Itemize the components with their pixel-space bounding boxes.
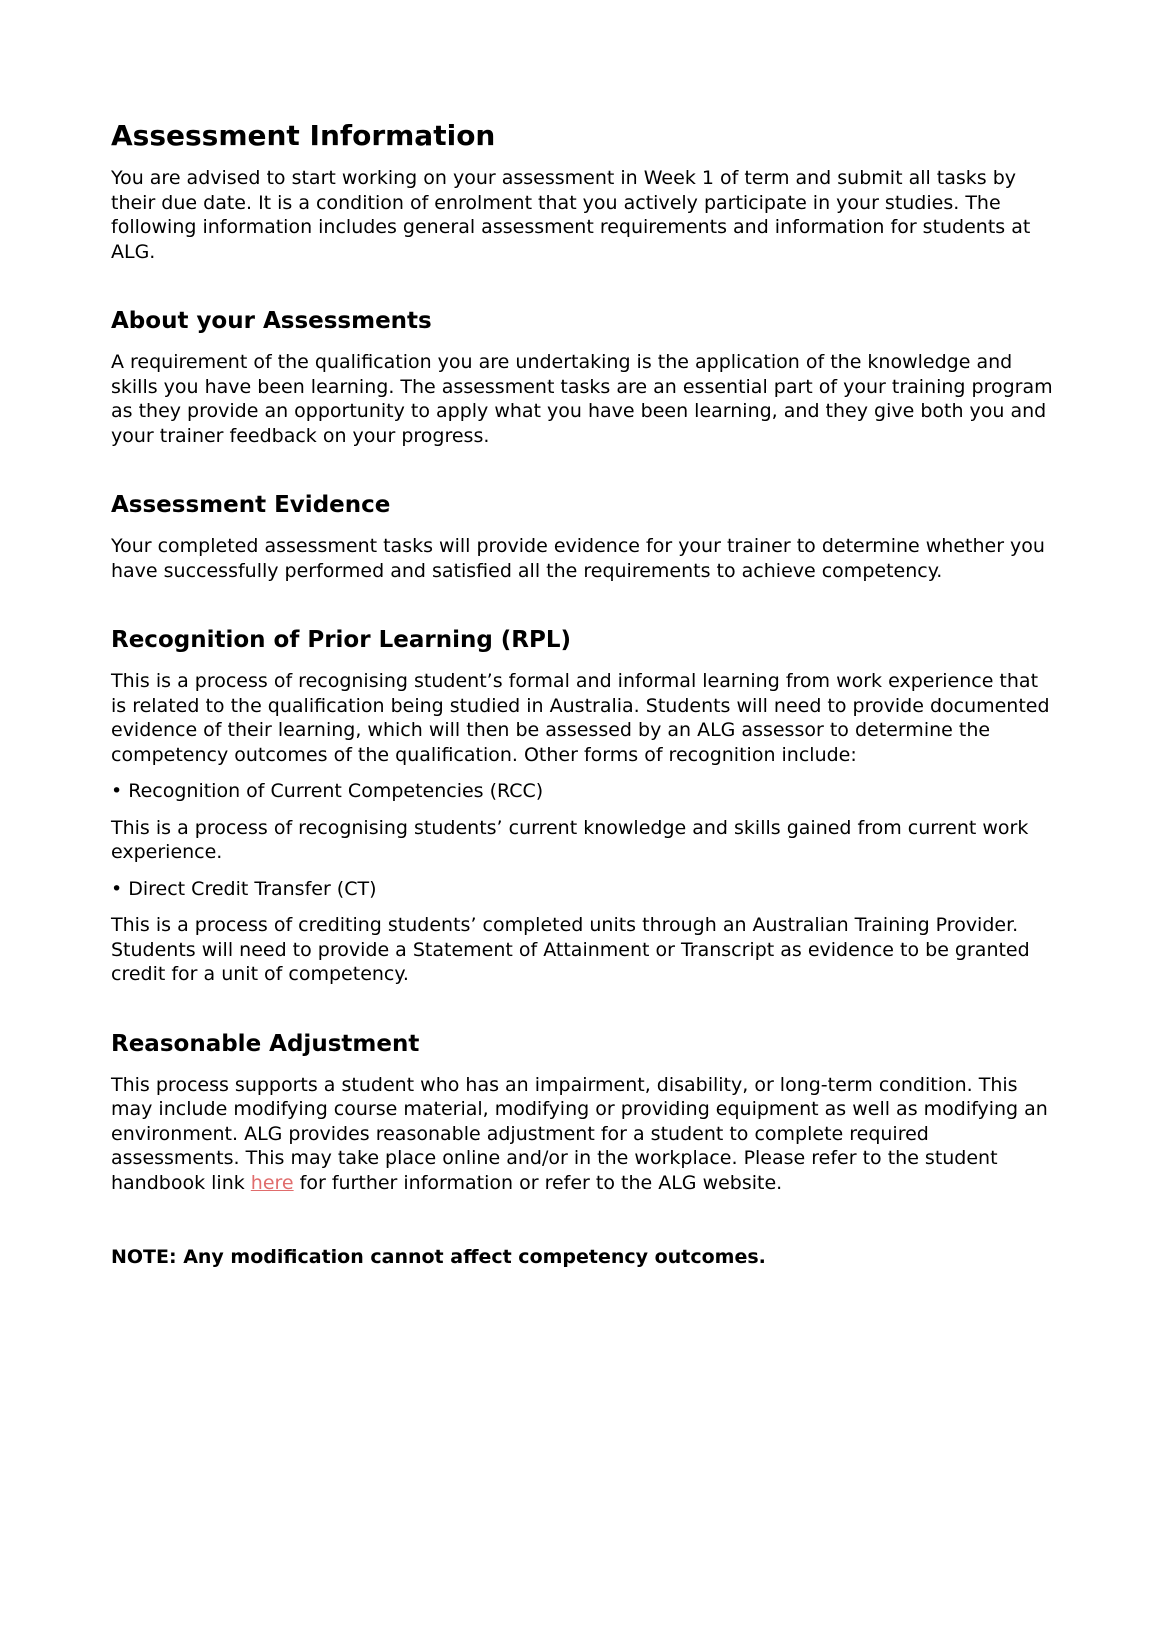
ct-bullet-item: • Direct Credit Transfer (CT) xyxy=(111,877,377,900)
section-assessment-evidence xyxy=(111,490,1058,583)
assessment-evidence-paragraph: Your completed assessment tasks will provide evidence for your trainer to determine whether you have successfully performed and satisfied all the requirements to achieve competency. xyxy=(111,535,1045,582)
assessment-evidence-heading: Assessment Evidence xyxy=(111,492,391,518)
rcc-bullet-item: • Recognition of Current Competencies (RCC) xyxy=(111,780,544,802)
rpl-heading: Recognition of Prior Learning (RPL) xyxy=(111,627,572,653)
adjustment-text-before-link: This process supports a student who has an impairment, disability, or long-term condition. This may include modifying course material, modifying or providing equipment as well as modifying an environment. ALG provides reasonable adjustment for a student to complete required assessments. This may take place online and/or in the workplace. Please refer to the student handbook link xyxy=(111,1073,1048,1194)
section-rpl xyxy=(111,625,1058,987)
note-text: NOTE: Any modification cannot affect competency outcomes. xyxy=(111,1246,766,1268)
assessment-information-paragraph: You are advised to start working on your assessment in Week 1 of term and submit all tasks by their due date. It is a condition of enrolment that you actively participate in your studies. The following information includes general assessment requirements and information for students at ALG. xyxy=(111,167,1031,263)
about-assessments-heading: About your Assessments xyxy=(111,308,432,334)
rpl-paragraph: This is a process of recognising student’s formal and informal learning from work experience that is related to the qualification being studied in Australia. Students will need to provide documented evidence of their learning, which will then be assessed by an ALG assessor to determine the competency outcomes of the qualification. Other forms of recognition include: xyxy=(111,670,1050,766)
student-handbook-link[interactable]: here xyxy=(250,1171,294,1194)
adjustment-text-after-link: for further information or refer to the ALG website. xyxy=(293,1171,783,1194)
reasonable-adjustment-paragraph xyxy=(111,1073,1058,1196)
about-assessments-paragraph: A requirement of the qualification you are undertaking is the application of the knowledge and skills you have been learning. The assessment tasks are an essential part of your training program as they provide an opportunity to apply what you have been learning, and they give both you and your trainer feedback on your progress. xyxy=(111,351,1053,447)
page-title: Assessment Information xyxy=(111,119,496,152)
reasonable-adjustment-heading: Reasonable Adjustment xyxy=(111,1030,420,1057)
section-about-assessments xyxy=(111,306,1058,448)
ct-paragraph: This is a process of crediting students’ completed units through an Australian Training Provider. Students will need to provide a Statement of Attainment or Transcript as evidence to be granted credit for a unit of competency. xyxy=(111,914,1030,985)
section-reasonable-adjustment xyxy=(111,1029,1058,1196)
section-assessment-information xyxy=(111,118,1058,264)
rcc-paragraph: This is a process of recognising students’ current knowledge and skills gained from current work experience. xyxy=(111,816,1029,863)
